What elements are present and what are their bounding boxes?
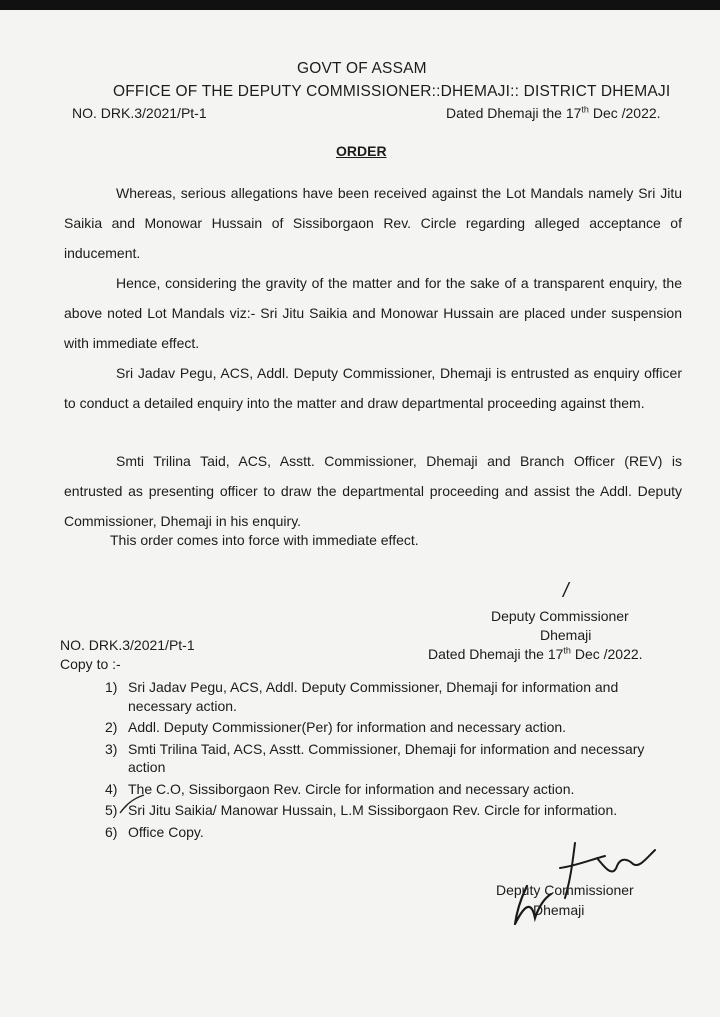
list-item: 1) Sri Jadav Pegu, ACS, Addl. Deputy Commissioner, Dhemaji for information and necessary action. (105, 679, 619, 714)
office-heading: OFFICE OF THE DEPUTY COMMISSIONER::DHEMAJI:: DISTRICT DHEMAJI (113, 83, 671, 100)
signature-mark: / (563, 580, 569, 602)
order-date: Dated Dhemaji the 17th Dec /2022. (446, 104, 661, 121)
signatory-place: Dhemaji (540, 627, 592, 643)
signatory-place-2: Dhemaji (533, 902, 585, 918)
copy-to-label: Copy to :- (60, 656, 121, 672)
order-document (0, 10, 720, 1017)
copy-distribution-list (98, 678, 678, 844)
govt-heading: GOVT OF ASSAM (297, 60, 427, 77)
copy-reference-number: NO. DRK.3/2021/Pt-1 (60, 637, 195, 653)
list-item: 2) Addl. Deputy Commissioner(Per) for information and necessary action. (105, 719, 567, 735)
order-title: ORDER (336, 143, 387, 159)
signatory-title-2: Deputy Commissioner (496, 882, 634, 898)
list-item: 5) Sri Jitu Saikia/ Manowar Hussain, L.M Sissiborgaon Rev. Circle for information. (105, 802, 618, 818)
paragraph-suspension: Hence, considering the gravity of the matter and for the sake of a transparent enquiry, the above noted Lot Mandals viz:- Sri Jitu Saikia and Monowar Hussain are placed under suspension with immediate effect. (64, 275, 682, 351)
paragraph-allegations: Whereas, serious allegations have been received against the Lot Mandals namely Sri Jitu Saikia and Monowar Hussain of Sissiborgaon Rev. Circle regarding alleged acceptance of inducement. (64, 185, 682, 261)
handwritten-tick-mark (118, 793, 148, 819)
copy-date: Dated Dhemaji the 17th Dec /2022. (428, 645, 643, 662)
closing-line: This order comes into force with immediate effect. (110, 532, 419, 548)
list-item: 3) Smti Trilina Taid, ACS, Asstt. Commissioner, Dhemaji for information and necessary action (105, 740, 645, 775)
list-item: 4) The C.O, Sissiborgaon Rev. Circle for information and necessary action. (105, 780, 575, 797)
paragraph-enquiry-officer: Sri Jadav Pegu, ACS, Addl. Deputy Commissioner, Dhemaji is entrusted as enquiry officer to conduct a detailed enquiry into the matter and draw departmental proceeding against them. (64, 365, 682, 411)
list-item: 6) Office Copy. (105, 823, 204, 840)
signatory-title: Deputy Commissioner (491, 608, 629, 624)
paragraph-presenting-officer: Smti Trilina Taid, ACS, Asstt. Commissioner, Dhemaji and Branch Officer (REV) is entrusted as presenting officer to draw the departmental proceeding and assist the Addl. Deputy Commissioner, Dhemaji in his enquiry. (64, 453, 682, 529)
top-edge-bar (0, 0, 720, 10)
reference-number: NO. DRK.3/2021/Pt-1 (72, 105, 207, 121)
